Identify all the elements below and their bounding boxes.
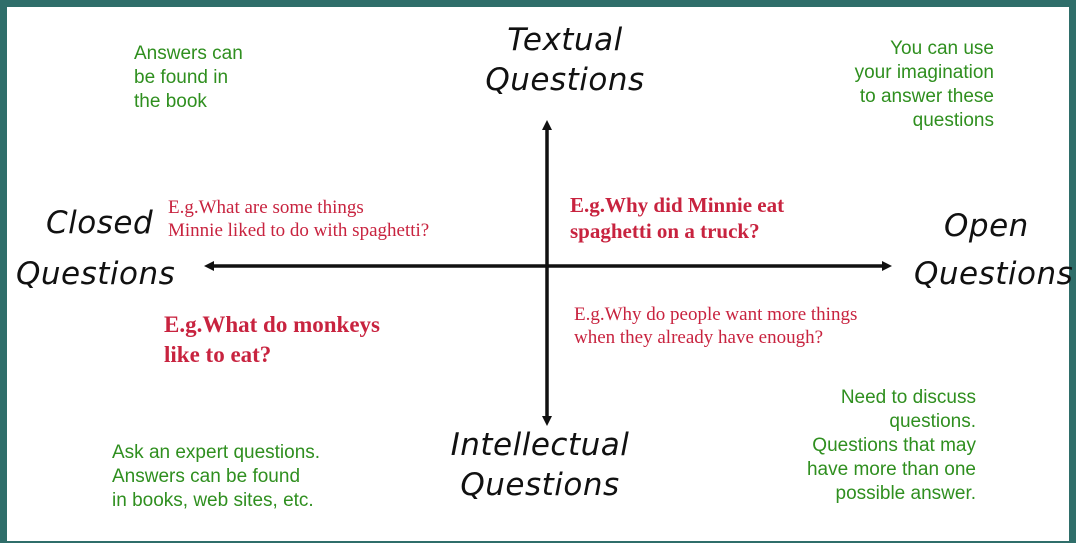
right-arrowhead xyxy=(882,261,892,271)
example-top-right: E.g.Why did Minnie eat spaghetti on a truck? xyxy=(570,193,785,243)
example-top-left: E.g.What are some things Minnie liked to do with spaghetti? xyxy=(168,197,430,241)
axis-label-open-word: Open xyxy=(944,208,1029,244)
note-bottom-right: Need to discuss questions. Questions that may have more than one possible answer. xyxy=(806,387,976,504)
example-bottom-right: E.g.Why do people want more things when they already have enough? xyxy=(574,304,858,348)
axis-label-open-questions: Questions xyxy=(914,256,1074,292)
example-bottom-left: E.g.What do monkeys like to eat? xyxy=(164,312,380,367)
note-top-right: You can use your imagination to answer these questions xyxy=(854,38,994,131)
vertical-axis xyxy=(542,120,552,426)
note-bottom-left: Ask an expert questions. Answers can be found in books, web sites, etc. xyxy=(112,442,321,511)
left-arrowhead xyxy=(204,261,214,271)
axis-label-closed-word: Closed xyxy=(46,205,154,241)
axis-label-intellectual: Intellectual Questions xyxy=(450,427,630,503)
axis-label-closed-questions: Questions xyxy=(16,256,176,292)
note-top-left: Answers can be found in the book xyxy=(134,43,243,112)
top-arrowhead xyxy=(542,120,552,130)
axis-label-textual: Textual Questions xyxy=(485,22,645,98)
